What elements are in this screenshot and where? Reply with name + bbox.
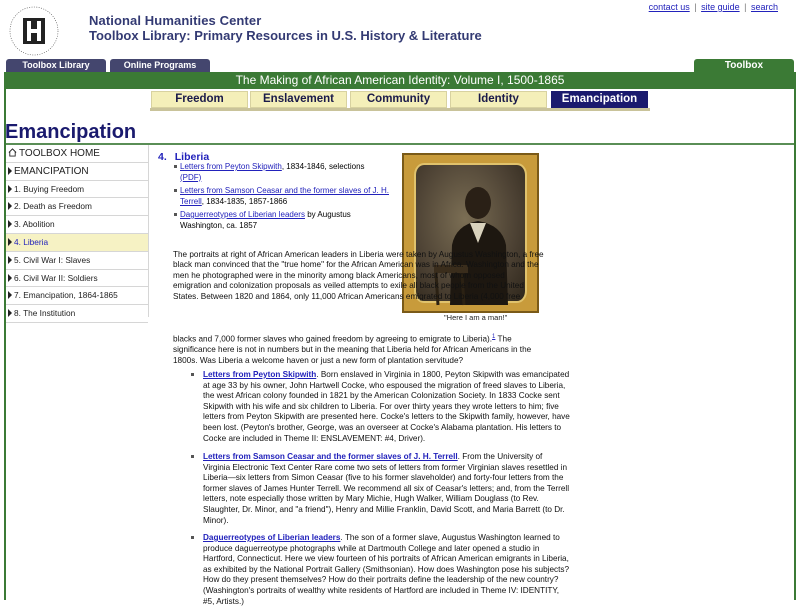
- bullet-icon: [191, 536, 194, 539]
- triangle-right-icon: [8, 274, 12, 282]
- section-number: 4.: [158, 151, 167, 163]
- entry-link-daguerreotypes[interactable]: Daguerreotypes of Liberian leaders: [203, 533, 341, 542]
- sidebar-item-label: 7. Emancipation, 1864-1865: [14, 290, 118, 301]
- tab-toolbox-library[interactable]: Toolbox Library: [6, 59, 106, 72]
- doc-link-ceasar-terrell[interactable]: Letters from Samson Ceasar and the former slaves of J. H. Terrell: [180, 186, 389, 206]
- sidebar-item-label: 1. Buying Freedom: [14, 183, 85, 194]
- triangle-right-icon: [8, 202, 12, 210]
- doc-detail: , 1834-1846, selections: [281, 162, 365, 171]
- utility-nav: contact us | site guide | search: [648, 2, 778, 12]
- entry-text: . From the University of Virginia Electronic Text Center Rare come two sets of letters from former Virginian slaves resettled in Liberia—six letters from Simon Ceasar (five to his former slaveholder) and forty-four letters from the former slaves of James Hunter Terrell. We recommend all six of Ceasar's letters; and, from the Terrell letters, note especially those written by Mary Michie, Hugh Walker, William Douglass (to Rev. Slaughter, Dr. Minor, and "a friend"), Henry and Millie Franklin, David Scott, and Maria Barrett (to Dr. Minor).: [203, 452, 570, 525]
- triangle-right-icon: [8, 291, 12, 299]
- doc-detail: by Augustus Washington, ca. 1857: [180, 210, 351, 230]
- triangle-right-icon: [8, 238, 12, 246]
- sidebar-item-liberia[interactable]: [6, 234, 148, 252]
- sidebar-item-label: EMANCIPATION: [14, 165, 89, 177]
- home-icon: [8, 148, 17, 157]
- tab-freedom[interactable]: Freedom: [151, 91, 248, 108]
- section-title: Liberia: [174, 151, 210, 163]
- tab-emancipation[interactable]: Emancipation: [551, 91, 648, 108]
- intro-paragraph-continued: [173, 332, 548, 366]
- site-guide-link[interactable]: site guide: [701, 2, 740, 12]
- frame-right-border: [794, 89, 796, 600]
- site-header: [0, 0, 800, 58]
- entry-link-skipwith[interactable]: Letters from Peyton Skipwith: [203, 370, 317, 379]
- sidebar: [6, 145, 148, 323]
- doc-link-daguerreotypes[interactable]: Daguerreotypes of Liberian leaders: [180, 210, 305, 219]
- tab-toolbox[interactable]: Toolbox: [694, 59, 794, 72]
- list-item: [174, 162, 394, 183]
- portrait-caption: "Here I am a man!": [444, 313, 508, 322]
- intro-text: The significance here is not in numbers but in the meaning that Liberia held for African Americans in the 1800s. Was Liberia a welcome haven or just a new form of plantation servitude?: [173, 334, 532, 365]
- bullet-icon: [174, 213, 177, 216]
- sidebar-item-civil-war-soldiers[interactable]: [6, 270, 148, 288]
- sidebar-item-toolbox-home[interactable]: [6, 145, 148, 163]
- doc-detail: , 1834-1835, 1857-1866: [201, 196, 288, 206]
- sidebar-item-label: 4. Liberia: [14, 236, 49, 247]
- entry-link-ceasar-terrell[interactable]: Letters from Samson Ceasar and the former slaves of J. H. Terrell: [203, 452, 458, 461]
- footnote-link[interactable]: 1: [492, 334, 496, 340]
- triangle-right-icon: [8, 167, 12, 175]
- bullet-icon: [174, 189, 177, 192]
- triangle-right-icon: [8, 256, 12, 264]
- triangle-right-icon: [8, 185, 12, 193]
- entry-daguerreotypes: [203, 533, 571, 607]
- org-subtitle[interactable]: Toolbox Library: Primary Resources in U.S. History & Literature: [89, 28, 482, 43]
- entry-ceasar-terrell: [203, 452, 571, 526]
- volume-banner[interactable]: The Making of African American Identity: Volume I, 1500-1865: [4, 72, 796, 89]
- page-title: Emancipation: [5, 121, 137, 143]
- sidebar-item-label: 5. Civil War I: Slaves: [14, 254, 91, 265]
- sidebar-item-label: 2. Death as Freedom: [14, 201, 92, 212]
- sidebar-item-buying-freedom[interactable]: [6, 181, 148, 199]
- entry-text: . Born enslaved in Virginia in 1800, Peyton Skipwith was emancipated at age 33 by his owner, John Hartwell Cocke, who espoused the migration of freed slaves to Liberia, the west African colony founded in 1821 by the American Colonization Society. In 1833 Cocke sent Skipwith with his wife and six children to Liberia. For over thirty years they wrote letters to him; five letters from Peyton Skipwith are presented here. Cocke's letters to the Skipwith family, however, have been lost. (Peyton's brother, George, was an overseer at Cocke's Alabama plantation. His letters to Cocke are included in Theme II: ENSLAVEMENT: #4, Driver).: [203, 370, 570, 443]
- entry-skipwith: [203, 370, 571, 444]
- sidebar-item-label: 3. Abolition: [14, 219, 55, 230]
- bullet-icon: [191, 373, 194, 376]
- bullet-icon: [191, 455, 194, 458]
- pdf-link[interactable]: (PDF): [180, 172, 202, 182]
- list-item: [174, 210, 394, 231]
- sidebar-item-abolition[interactable]: [6, 216, 148, 234]
- entry-text: . The son of a former slave, Augustus Washington learned to produce daguerreotype photographs while at Dartmouth College and later opened a studio in Hartford, Connecticut. Here we view fourteen of his portraits of African American emigrants in Liberia, as exhibited by the National Portrait Gallery (Smithsonian). How does Washington pose his subjects? How do they present themselves? How do their portraits define the leadership of the new country? (Washington's portraits of wealthy white residents of Hartford are included in Theme IV: IDENTITY, #5, Artists.): [203, 533, 570, 606]
- tab-community[interactable]: Community: [350, 91, 447, 108]
- search-link[interactable]: search: [750, 2, 778, 12]
- sidebar-item-label: 8. The Institution: [14, 308, 76, 319]
- document-list: [174, 162, 394, 234]
- sidebar-item-emancipation-1864[interactable]: [6, 287, 148, 305]
- triangle-right-icon: [8, 220, 12, 228]
- tabs-shadow: [150, 108, 650, 111]
- bullet-icon: [174, 165, 177, 168]
- sidebar-item-label: TOOLBOX HOME: [19, 148, 100, 159]
- sidebar-item-emancipation[interactable]: [6, 163, 148, 181]
- doc-link-skipwith[interactable]: Letters from Peyton Skipwith: [180, 162, 282, 171]
- tab-identity[interactable]: Identity: [450, 91, 547, 108]
- sidebar-border: [148, 145, 149, 317]
- tab-online-programs[interactable]: Online Programs: [110, 59, 210, 72]
- sidebar-item-label: 6. Civil War II: Soldiers: [14, 272, 98, 283]
- triangle-right-icon: [8, 309, 12, 317]
- sidebar-item-death-as-freedom[interactable]: [6, 198, 148, 216]
- list-item: [174, 186, 394, 207]
- national-humanities-center-logo[interactable]: [6, 4, 62, 58]
- sidebar-item-civil-war-slaves[interactable]: [6, 252, 148, 270]
- sidebar-item-the-institution[interactable]: [6, 305, 148, 323]
- intro-paragraph: The portraits at right of African American leaders in Liberia were taken by Augustus Washington, a free black man convinced that the "true home" for the African American was in Africa. Washington and the men he photographed were in the minority among black Americans, most of whom opposed emigration and colonization proposals as veiled attempts to exile all black people from the United States. Between 1820 and 1864, only 11,000 African Americans emigrated to Liberia (4,000 free: [173, 250, 544, 301]
- contact-us-link[interactable]: contact us: [648, 2, 690, 12]
- intro-text: blacks and 7,000 former slaves who gained freedom by agreeing to emigrate to Liberia).: [173, 334, 493, 344]
- tab-enslavement[interactable]: Enslavement: [250, 91, 347, 108]
- org-name[interactable]: National Humanities Center: [89, 13, 262, 28]
